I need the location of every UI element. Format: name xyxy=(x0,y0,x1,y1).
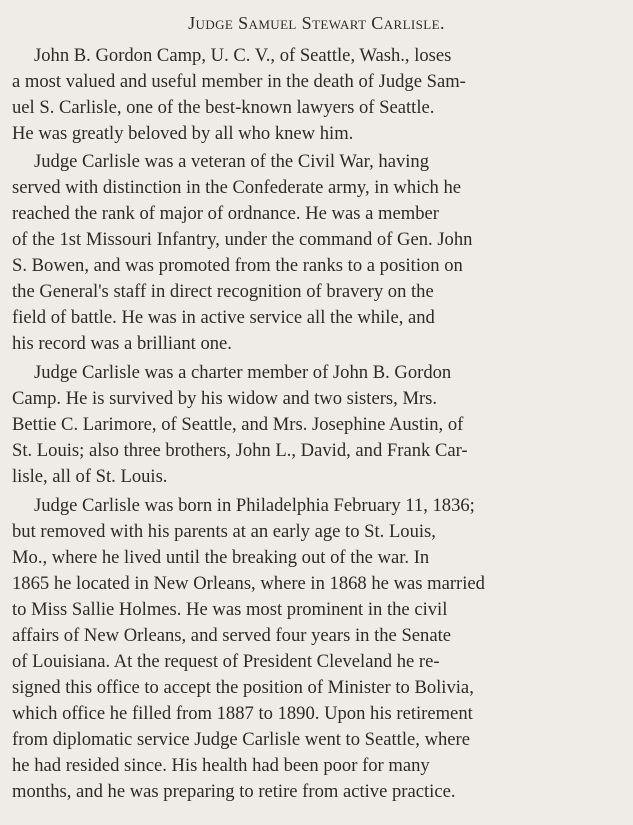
text-line: reached the rank of major of ordnance. He was a member xyxy=(12,203,439,224)
text-line: John B. Gordon Camp, U. C. V., of Seattle, Wash., loses xyxy=(34,45,452,66)
text-line: S. Bowen, and was promoted from the ranks to a position on xyxy=(12,255,463,276)
text-line: Judge Carlisle was a charter member of John B. Gordon xyxy=(34,362,452,383)
text-line: He was greatly beloved by all who knew him. xyxy=(12,123,354,144)
text-line: served with distinction in the Confederate army, in which he xyxy=(12,177,462,198)
text-line: from diplomatic service Judge Carlisle went to Seattle, where xyxy=(12,729,470,750)
text-line: he had resided since. His health had been poor for many xyxy=(12,755,430,776)
text-line: 1865 he located in New Orleans, where in 1868 he was married xyxy=(12,573,485,594)
text-line: his record was a brilliant one. xyxy=(12,333,232,354)
text-line: of Louisiana. At the request of President Cleveland he re- xyxy=(12,651,440,672)
text-line: St. Louis; also three brothers, John L., David, and Frank Car- xyxy=(12,440,468,461)
text-line: a most valued and useful member in the death of Judge Sam- xyxy=(12,71,466,92)
text-line: signed this office to accept the position of Minister to Bolivia, xyxy=(12,677,474,698)
text-line: uel S. Carlisle, one of the best-known lawyers of Seattle. xyxy=(12,97,435,118)
text-line: field of battle. He was in active service all the while, and xyxy=(12,307,435,328)
text-line: Bettie C. Larimore, of Seattle, and Mrs. Josephine Austin, of xyxy=(12,414,464,435)
text-line: Judge Carlisle was born in Philadelphia February 11, 1836; xyxy=(34,495,475,516)
text-line: but removed with his parents at an early age to St. Louis, xyxy=(12,521,436,542)
text-line: affairs of New Orleans, and served four years in the Senate xyxy=(12,625,452,646)
text-line: lisle, all of St. Louis. xyxy=(12,466,168,487)
text-line: to Miss Sallie Holmes. He was most prominent in the civil xyxy=(12,599,448,620)
text-line: of the 1st Missouri Infantry, under the command of Gen. John xyxy=(12,229,473,250)
text-line: Judge Carlisle was a veteran of the Civil War, having xyxy=(34,151,430,172)
text-line: Mo., where he lived until the breaking out of the war. In xyxy=(12,547,430,568)
text-line: the General's staff in direct recognition of bravery on the xyxy=(12,281,434,302)
text-line: months, and he was preparing to retire from active practice. xyxy=(12,781,456,802)
text-line: Camp. He is survived by his widow and two sisters, Mrs. xyxy=(12,388,438,409)
article-title: Judge Samuel Stewart Carlisle. xyxy=(188,13,445,33)
text-line: which office he filled from 1887 to 1890. Upon his retirement xyxy=(12,703,473,724)
